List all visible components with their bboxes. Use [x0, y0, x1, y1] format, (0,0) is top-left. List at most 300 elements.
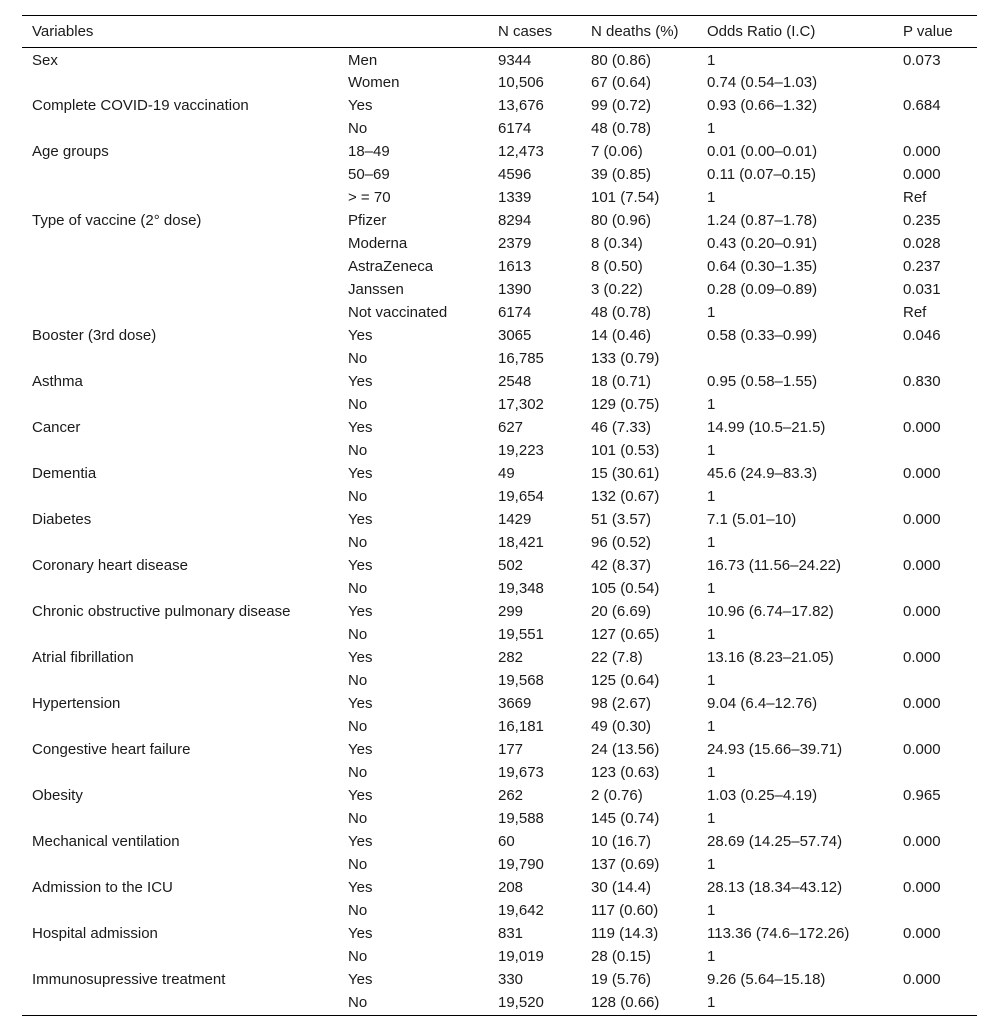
- table-row: [22, 324, 977, 347]
- cell-p-value: 0.000: [903, 556, 941, 574]
- cell-n-cases: 19,642: [498, 901, 544, 919]
- cell-variable: [22, 232, 338, 255]
- table-row: [22, 186, 977, 209]
- cell-n-cases: 1390: [498, 280, 532, 298]
- header-category: [338, 16, 488, 48]
- cell-category: Women: [348, 73, 400, 91]
- cell-p-value: 0.235: [903, 211, 941, 229]
- table-row: [22, 669, 977, 692]
- cell-n-cases: 17,302: [498, 395, 544, 413]
- cell-category: Not vaccinated: [348, 303, 448, 321]
- cell-category: No: [348, 763, 368, 781]
- table-row: [22, 163, 977, 186]
- cell-odds-ratio: 1: [707, 487, 716, 505]
- cell-n-cases: 9344: [498, 51, 532, 69]
- cell-n-deaths: 28 (0.15): [591, 947, 652, 965]
- cell-n-cases: 3669: [498, 694, 532, 712]
- cell-variable: [22, 255, 338, 278]
- cell-variable: [22, 945, 338, 968]
- cell-p-value: Ref: [903, 188, 927, 206]
- cell-n-deaths: 129 (0.75): [591, 395, 660, 413]
- cell-n-cases: 60: [498, 832, 515, 850]
- cell-category: Yes: [348, 418, 373, 436]
- cell-p-value: Ref: [903, 303, 927, 321]
- cell-n-cases: 502: [498, 556, 524, 574]
- cell-n-cases: 3065: [498, 326, 532, 344]
- cell-n-deaths: 80 (0.86): [591, 51, 652, 69]
- cell-n-cases: 6174: [498, 119, 532, 137]
- cell-odds-ratio: 9.26 (5.64–15.18): [707, 970, 826, 988]
- cell-n-deaths: 128 (0.66): [581, 991, 697, 1016]
- cell-n-cases: 18,421: [498, 533, 544, 551]
- cell-category: No: [348, 349, 368, 367]
- cell-category: Yes: [348, 832, 373, 850]
- cell-p-value: [893, 577, 977, 600]
- table-row: [22, 577, 977, 600]
- cell-category: No: [348, 441, 368, 459]
- table-row: [22, 623, 977, 646]
- cell-category: Janssen: [348, 280, 404, 298]
- cell-n-deaths: 20 (6.69): [591, 602, 652, 620]
- cell-p-value: 0.000: [903, 142, 941, 160]
- cell-n-cases: 262: [498, 786, 524, 804]
- cell-n-cases: 627: [498, 418, 524, 436]
- cell-variable: Hospital admission: [32, 924, 158, 942]
- cell-n-deaths: 7 (0.06): [591, 142, 643, 160]
- cell-variable: Admission to the ICU: [32, 878, 173, 896]
- cell-category: No: [348, 809, 368, 827]
- table-row: [22, 439, 977, 462]
- cell-category: Pfizer: [348, 211, 387, 229]
- cell-n-cases: 10,506: [498, 73, 544, 91]
- cell-p-value: 0.000: [903, 602, 941, 620]
- cell-n-deaths: 119 (14.3): [591, 924, 659, 942]
- cell-p-value: 0.031: [903, 280, 941, 298]
- cell-variable: Cancer: [32, 418, 81, 436]
- cell-n-deaths: 30 (14.4): [591, 878, 652, 896]
- cell-odds-ratio: 10.96 (6.74–17.82): [707, 602, 834, 620]
- cell-odds-ratio: 28.69 (14.25–57.74): [707, 832, 843, 850]
- cell-odds-ratio: 1: [707, 947, 716, 965]
- cell-variable: Sex: [32, 51, 58, 69]
- cell-p-value: 0.046: [903, 326, 941, 344]
- cell-n-deaths: 117 (0.60): [591, 901, 659, 919]
- cell-n-deaths: 46 (7.33): [591, 418, 652, 436]
- cell-n-deaths: 137 (0.69): [591, 855, 660, 873]
- cell-p-value: [893, 715, 977, 738]
- cell-odds-ratio: 1: [707, 855, 716, 873]
- cell-n-deaths: 145 (0.74): [591, 809, 660, 827]
- cell-odds-ratio: 0.11 (0.07–0.15): [707, 165, 816, 183]
- header-n-deaths: N deaths (%): [581, 16, 697, 48]
- table-row: [22, 71, 977, 94]
- cell-n-cases: 49: [498, 464, 515, 482]
- cell-n-deaths: 10 (16.7): [591, 832, 652, 850]
- cell-p-value: [893, 439, 977, 462]
- table-row: [22, 600, 977, 623]
- cell-odds-ratio: 1: [707, 671, 716, 689]
- cell-odds-ratio: 28.13 (18.34–43.12): [707, 878, 843, 896]
- cell-n-deaths: 3 (0.22): [591, 280, 643, 298]
- cell-category: Yes: [348, 464, 373, 482]
- cell-variable: [22, 761, 338, 784]
- header-row: [22, 16, 977, 48]
- cell-variable: [22, 669, 338, 692]
- cell-p-value: [893, 531, 977, 554]
- cell-p-value: [893, 623, 977, 646]
- cell-odds-ratio: 1: [707, 441, 716, 459]
- cell-variable: Hypertension: [32, 694, 121, 712]
- cell-n-cases: 19,568: [498, 671, 544, 689]
- cell-n-cases: 19,673: [498, 763, 544, 781]
- cell-n-cases: 16,181: [498, 717, 544, 735]
- cell-variable: Complete COVID-19 vaccination: [32, 96, 249, 114]
- cell-p-value: [893, 669, 977, 692]
- cell-odds-ratio: 0.64 (0.30–1.35): [707, 257, 818, 275]
- cell-odds-ratio: 1: [707, 901, 716, 919]
- table-row: [22, 922, 977, 945]
- cell-odds-ratio: 0.01 (0.00–0.01): [707, 142, 818, 160]
- cell-n-deaths: 125 (0.64): [591, 671, 660, 689]
- cell-odds-ratio: 9.04 (6.4–12.76): [707, 694, 818, 712]
- cell-n-cases: 19,520: [488, 991, 581, 1016]
- table-row: [22, 48, 977, 71]
- cell-n-cases: 4596: [498, 165, 532, 183]
- cell-category: No: [348, 579, 368, 597]
- cell-category: Yes: [348, 740, 373, 758]
- table-header: [22, 16, 977, 48]
- cell-p-value: 0.000: [903, 510, 941, 528]
- cell-n-cases: 16,785: [498, 349, 544, 367]
- cell-p-value: [893, 807, 977, 830]
- cell-n-deaths: 8 (0.50): [591, 257, 643, 275]
- cell-n-deaths: 105 (0.54): [591, 579, 660, 597]
- cell-n-deaths: 2 (0.76): [591, 786, 643, 804]
- table-row: [22, 830, 977, 853]
- cell-variable: Mechanical ventilation: [32, 832, 180, 850]
- table-row: [22, 899, 977, 922]
- cell-category: 18–49: [348, 142, 390, 160]
- cell-p-value: [893, 991, 977, 1016]
- cell-p-value: 0.000: [903, 878, 941, 896]
- cell-odds-ratio: 1: [707, 717, 716, 735]
- header-n-cases: N cases: [488, 16, 581, 48]
- cell-category: > = 70: [348, 188, 391, 206]
- cell-odds-ratio: 1: [707, 579, 716, 597]
- cell-variable: [22, 278, 338, 301]
- cell-p-value: 0.028: [903, 234, 941, 252]
- cell-p-value: [893, 761, 977, 784]
- cell-odds-ratio: 113.36 (74.6–172.26): [707, 924, 850, 942]
- cell-variable: [22, 439, 338, 462]
- cell-odds-ratio: 0.28 (0.09–0.89): [707, 280, 818, 298]
- cell-n-cases: 1339: [498, 188, 532, 206]
- table-row: [22, 715, 977, 738]
- cell-variable: [22, 71, 338, 94]
- cell-p-value: 0.237: [903, 257, 941, 275]
- cell-n-deaths: 67 (0.64): [591, 73, 652, 91]
- cell-n-cases: 6174: [498, 303, 532, 321]
- cell-category: No: [348, 855, 368, 873]
- table-row: [22, 301, 977, 324]
- cell-odds-ratio: 1: [707, 119, 716, 137]
- cell-category: No: [348, 625, 368, 643]
- cell-n-deaths: 18 (0.71): [591, 372, 652, 390]
- cell-n-deaths: 42 (8.37): [591, 556, 652, 574]
- cell-variable: [22, 393, 338, 416]
- cell-category: Yes: [348, 648, 373, 666]
- table-row: [22, 876, 977, 899]
- table-row: [22, 232, 977, 255]
- cell-p-value: 0.965: [903, 786, 941, 804]
- cell-variable: [22, 117, 338, 140]
- cell-variable: Coronary heart disease: [32, 556, 188, 574]
- cell-p-value: 0.000: [903, 970, 941, 988]
- cell-p-value: 0.073: [903, 51, 941, 69]
- cell-odds-ratio: 1: [707, 625, 716, 643]
- cell-category: Yes: [348, 878, 373, 896]
- cell-variable: [22, 715, 338, 738]
- cell-odds-ratio: 0.93 (0.66–1.32): [707, 96, 818, 114]
- cell-odds-ratio: 0.43 (0.20–0.91): [707, 234, 818, 252]
- cell-n-deaths: 22 (7.8): [591, 648, 643, 666]
- cell-category: No: [348, 119, 368, 137]
- cell-n-cases: 19,654: [498, 487, 544, 505]
- cell-odds-ratio: 1: [707, 51, 716, 69]
- cell-n-cases: 208: [498, 878, 524, 896]
- table-row: [22, 140, 977, 163]
- cell-p-value: [893, 347, 977, 370]
- cell-p-value: [893, 117, 977, 140]
- cell-n-deaths: 24 (13.56): [591, 740, 660, 758]
- table-row: [22, 508, 977, 531]
- cell-category: Yes: [348, 326, 373, 344]
- table-row: [22, 94, 977, 117]
- cell-p-value: 0.684: [903, 96, 941, 114]
- cell-variable: [22, 577, 338, 600]
- cell-variable: [22, 347, 338, 370]
- cell-odds-ratio: 16.73 (11.56–24.22): [707, 556, 841, 574]
- cell-n-cases: 1429: [498, 510, 532, 528]
- cell-odds-ratio: 0.58 (0.33–0.99): [707, 326, 818, 344]
- cell-n-cases: 19,551: [498, 625, 544, 643]
- cell-n-cases: 2379: [498, 234, 532, 252]
- cell-odds-ratio: 1: [707, 395, 716, 413]
- cell-odds-ratio: 13.16 (8.23–21.05): [707, 648, 834, 666]
- table-row: [22, 853, 977, 876]
- cell-n-deaths: 96 (0.52): [591, 533, 652, 551]
- table-row: [22, 393, 977, 416]
- cell-n-cases: 177: [498, 740, 524, 758]
- cell-variable: Chronic obstructive pulmonary disease: [32, 602, 291, 620]
- cell-p-value: 0.000: [903, 165, 941, 183]
- cell-n-deaths: 48 (0.78): [591, 303, 652, 321]
- header-variables: Variables: [22, 16, 338, 48]
- cell-category: Yes: [348, 510, 373, 528]
- cell-odds-ratio: 7.1 (5.01–10): [707, 510, 797, 528]
- cell-odds-ratio: 14.99 (10.5–21.5): [707, 418, 826, 436]
- results-table: [22, 15, 977, 1016]
- table-row: [22, 784, 977, 807]
- cell-category: Yes: [348, 970, 373, 988]
- cell-p-value: [893, 899, 977, 922]
- cell-odds-ratio: [697, 347, 893, 370]
- cell-p-value: 0.000: [903, 832, 941, 850]
- cell-variable: [22, 991, 338, 1016]
- cell-variable: Atrial fibrillation: [32, 648, 134, 666]
- cell-odds-ratio: 45.6 (24.9–83.3): [707, 464, 818, 482]
- cell-variable: Obesity: [32, 786, 83, 804]
- cell-category: Men: [348, 51, 378, 69]
- cell-odds-ratio: 0.74 (0.54–1.03): [707, 73, 818, 91]
- cell-n-deaths: 80 (0.96): [591, 211, 652, 229]
- cell-p-value: [893, 945, 977, 968]
- cell-variable: [22, 301, 338, 324]
- table-row: [22, 692, 977, 715]
- cell-n-cases: 330: [498, 970, 524, 988]
- cell-odds-ratio: 1: [697, 991, 893, 1016]
- cell-n-deaths: 49 (0.30): [591, 717, 652, 735]
- table-row: [22, 370, 977, 393]
- cell-category: Yes: [348, 694, 373, 712]
- cell-category: Yes: [348, 786, 373, 804]
- cell-n-deaths: 98 (2.67): [591, 694, 652, 712]
- cell-p-value: [893, 71, 977, 94]
- cell-variable: [22, 899, 338, 922]
- cell-variable: [22, 485, 338, 508]
- cell-n-cases: 19,223: [498, 441, 544, 459]
- cell-category: No: [348, 533, 368, 551]
- header-p-value: P value: [893, 16, 977, 48]
- table-row: [22, 968, 977, 991]
- cell-odds-ratio: 1: [707, 533, 716, 551]
- cell-category: No: [348, 671, 368, 689]
- cell-odds-ratio: 1.24 (0.87–1.78): [707, 211, 818, 229]
- cell-odds-ratio: 1: [707, 763, 716, 781]
- cell-n-deaths: 101 (0.53): [591, 441, 660, 459]
- cell-n-deaths: 15 (30.61): [591, 464, 660, 482]
- table-row: [22, 485, 977, 508]
- cell-odds-ratio: 0.95 (0.58–1.55): [707, 372, 818, 390]
- table-row: [22, 255, 977, 278]
- cell-category: No: [348, 901, 368, 919]
- cell-category: AstraZeneca: [348, 257, 434, 275]
- cell-n-deaths: 19 (5.76): [591, 970, 652, 988]
- table-row: [22, 347, 977, 370]
- cell-n-cases: 2548: [498, 372, 532, 390]
- cell-n-cases: 12,473: [498, 142, 544, 160]
- cell-n-deaths: 123 (0.63): [591, 763, 660, 781]
- cell-n-cases: 19,019: [498, 947, 544, 965]
- table-row: [22, 416, 977, 439]
- cell-variable: Diabetes: [32, 510, 92, 528]
- cell-variable: [22, 853, 338, 876]
- cell-n-cases: 13,676: [498, 96, 544, 114]
- table-row: [22, 209, 977, 232]
- cell-n-deaths: 51 (3.57): [591, 510, 652, 528]
- cell-odds-ratio: 24.93 (15.66–39.71): [707, 740, 843, 758]
- cell-n-deaths: 127 (0.65): [591, 625, 660, 643]
- table-row: [22, 761, 977, 784]
- cell-n-deaths: 8 (0.34): [591, 234, 643, 252]
- cell-p-value: 0.830: [903, 372, 941, 390]
- cell-category: No: [348, 487, 368, 505]
- cell-odds-ratio: 1: [707, 303, 716, 321]
- cell-variable: [22, 163, 338, 186]
- table-row: [22, 278, 977, 301]
- cell-p-value: 0.000: [903, 464, 941, 482]
- cell-odds-ratio: 1: [707, 188, 716, 206]
- table-row: [22, 462, 977, 485]
- cell-n-cases: 19,790: [498, 855, 544, 873]
- cell-category: No: [348, 947, 368, 965]
- cell-n-cases: 831: [498, 924, 524, 942]
- cell-p-value: 0.000: [903, 418, 941, 436]
- cell-variable: Booster (3rd dose): [32, 326, 157, 344]
- header-odds-ratio: Odds Ratio (I.C): [697, 16, 893, 48]
- results-table-container: [22, 15, 977, 1016]
- cell-variable: Asthma: [32, 372, 83, 390]
- cell-p-value: [893, 393, 977, 416]
- cell-n-cases: 1613: [498, 257, 532, 275]
- cell-variable: [22, 623, 338, 646]
- table-row: [22, 738, 977, 761]
- cell-odds-ratio: 1.03 (0.25–4.19): [707, 786, 818, 804]
- cell-p-value: [893, 853, 977, 876]
- cell-category: No: [348, 395, 368, 413]
- cell-category: No: [338, 991, 488, 1016]
- cell-n-cases: 299: [498, 602, 524, 620]
- cell-n-deaths: 133 (0.79): [591, 349, 660, 367]
- cell-variable: [22, 186, 338, 209]
- table-row: [22, 554, 977, 577]
- cell-variable: Immunosupressive treatment: [32, 970, 226, 988]
- cell-n-cases: 19,588: [498, 809, 544, 827]
- cell-p-value: 0.000: [903, 694, 941, 712]
- cell-n-deaths: 132 (0.67): [591, 487, 660, 505]
- table-body: [22, 48, 977, 1016]
- cell-n-cases: 282: [498, 648, 524, 666]
- cell-variable: Type of vaccine (2° dose): [32, 211, 202, 229]
- table-row: [22, 807, 977, 830]
- cell-category: Yes: [348, 924, 373, 942]
- cell-category: Yes: [348, 602, 373, 620]
- cell-n-cases: 19,348: [498, 579, 544, 597]
- table-row: [22, 117, 977, 140]
- cell-p-value: [893, 485, 977, 508]
- cell-n-deaths: 101 (7.54): [591, 188, 660, 206]
- cell-n-deaths: 48 (0.78): [591, 119, 652, 137]
- cell-category: No: [348, 717, 368, 735]
- table-row: [22, 646, 977, 669]
- table-row: [22, 531, 977, 554]
- cell-n-deaths: 99 (0.72): [591, 96, 652, 114]
- cell-p-value: 0.000: [903, 740, 941, 758]
- cell-variable: Congestive heart failure: [32, 740, 191, 758]
- cell-odds-ratio: 1: [707, 809, 716, 827]
- cell-category: Yes: [348, 96, 373, 114]
- cell-category: Yes: [348, 556, 373, 574]
- table-row: [22, 945, 977, 968]
- cell-p-value: 0.000: [903, 924, 941, 942]
- cell-n-deaths: 14 (0.46): [591, 326, 652, 344]
- cell-p-value: 0.000: [903, 648, 941, 666]
- cell-variable: [22, 807, 338, 830]
- cell-n-deaths: 39 (0.85): [591, 165, 652, 183]
- cell-n-cases: 8294: [498, 211, 532, 229]
- cell-variable: Age groups: [32, 142, 109, 160]
- cell-category: Yes: [348, 372, 373, 390]
